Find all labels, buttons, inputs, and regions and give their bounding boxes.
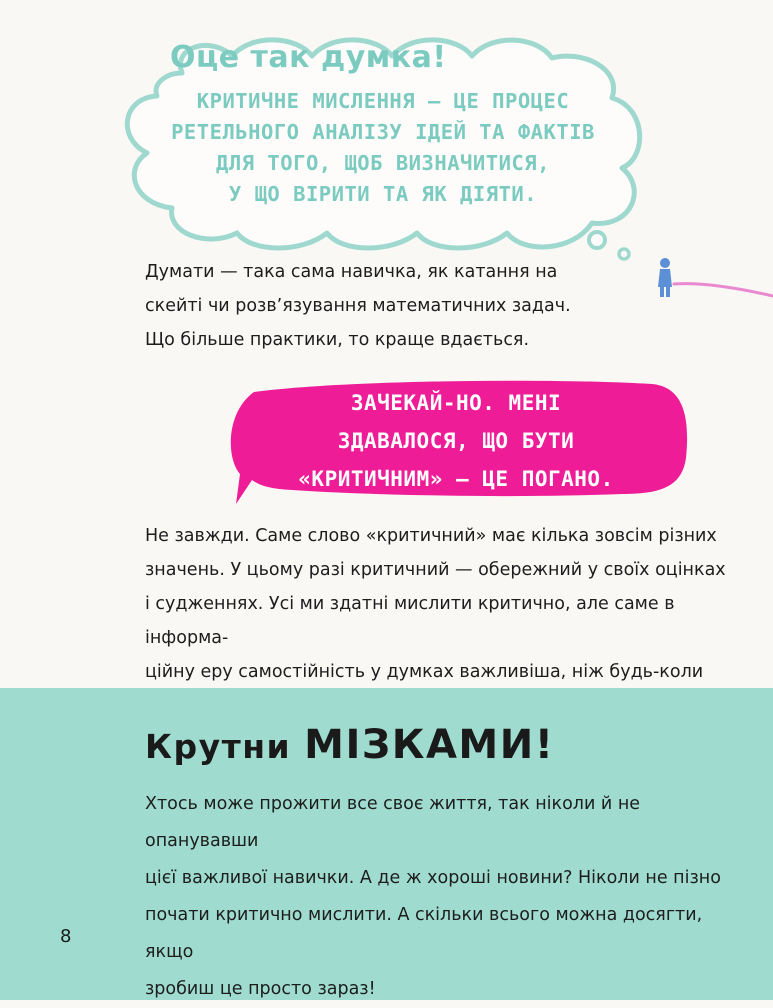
speech-bubble-line: «КРИТИЧНИМ» — ЦЕ ПОГАНО. [298,467,614,491]
panel-line: цієї важливої навички. А де ж хороші новини? Ніколи не пізно [145,868,721,888]
paragraph-line: Що більше практики, то краще вдається. [145,330,530,350]
thought-cloud-line: ДЛЯ ТОГО, ЩОБ ВИЗНАЧИТИСЯ, [216,151,550,175]
speech-bubble-text [250,384,662,498]
thought-cloud-title: Оце так думка! [170,40,447,75]
panel-paragraph [145,786,745,1008]
paragraph-line: і судженнях. Усі ми здатні мислити критично, але саме в інформа- [145,594,675,648]
paragraph-line: Думати — така сама навичка, як катання на [145,262,558,282]
thought-cloud-line: КРИТИЧНЕ МИСЛЕННЯ — ЦЕ ПРОЦЕС [196,89,570,113]
small-figure-illustration [648,254,773,302]
panel-heading-emphasis: МІЗКАМИ! [304,722,555,768]
intro-paragraph [145,255,665,357]
panel-heading-part: Крутни [145,727,292,766]
paragraph-line: Не завжди. Саме слово «критичний» має кілька зовсім різних [145,526,717,546]
page-number: 8 [60,926,72,947]
speech-bubble-line: ЗАЧЕКАЙ-НО. МЕНІ [350,391,562,415]
thought-cloud-text [138,86,628,210]
panel-line: зробиш це просто зараз! [145,979,376,999]
thought-cloud-line: У ЩО ВІРИТИ ТА ЯК ДІЯТИ. [228,182,538,206]
paragraph-line: значень. У цьому разі критичний — обережний у своїх оцінках [145,560,726,580]
panel-line: почати критично мислити. А скільки всього можна досягти, якщо [145,905,703,962]
panel-heading [145,722,625,768]
panel-line: Хтось може прожити все своє життя, так ніколи й не опанувавши [145,794,641,851]
paragraph-line: ційну еру самостійність у думках важливіша, ніж будь-коли [145,662,704,682]
paragraph-line: скейті чи розв’язування математичних задач. [145,296,571,316]
speech-bubble-line: ЗДАВАЛОСЯ, ЩО БУТИ [337,429,575,453]
thought-cloud-line: РЕТЕЛЬНОГО АНАЛІЗУ ІДЕЙ ТА ФАКТІВ [171,120,595,144]
